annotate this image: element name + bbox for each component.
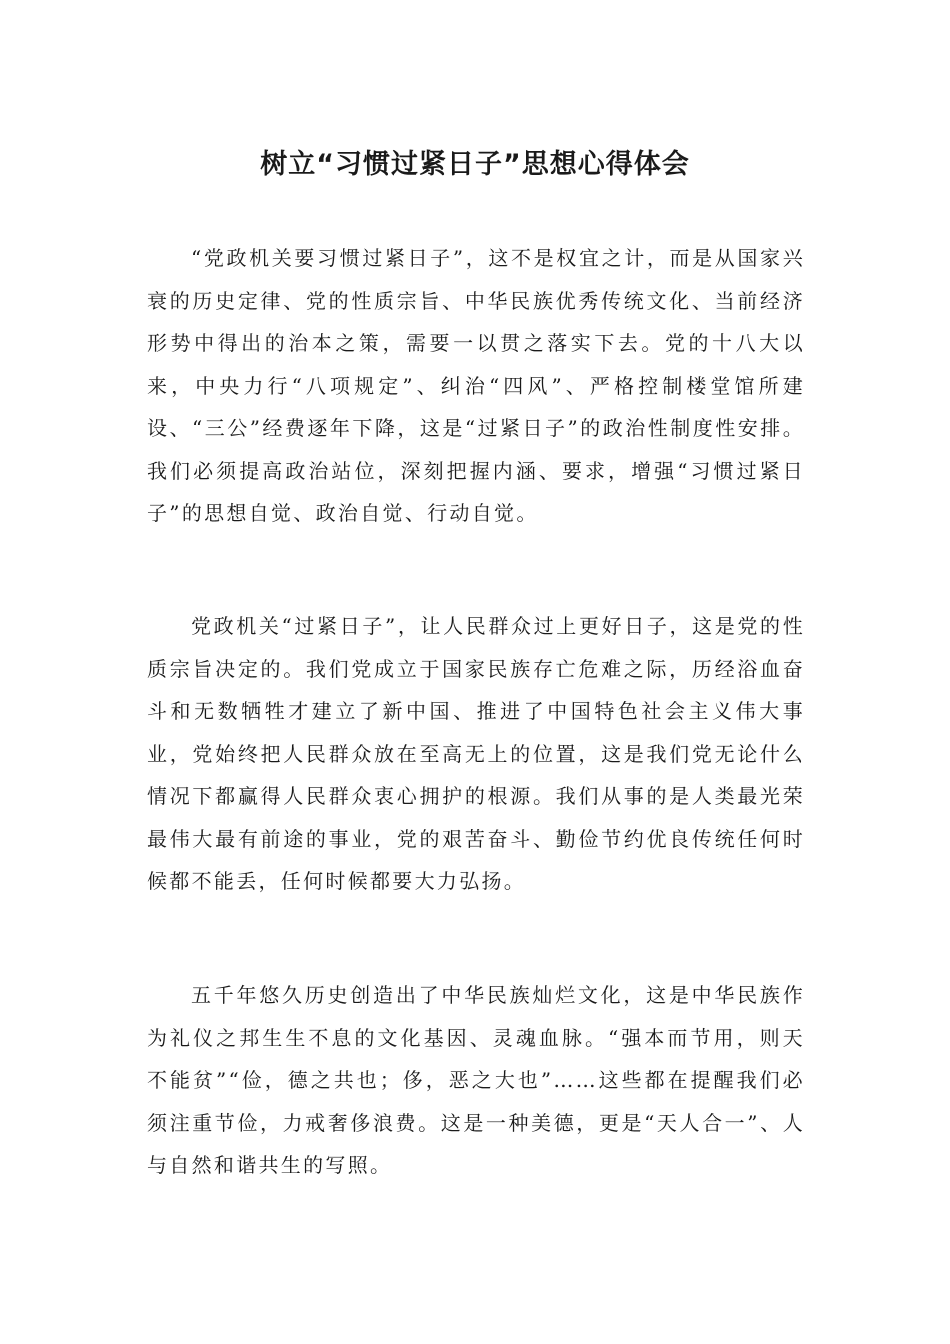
document-title: 树立“习惯过紧日子”思想心得体会 [260, 149, 690, 180]
paragraph-2: 党政机关“过紧日子”，让人民群众过上更好日子，这是党的性质宗旨决定的。我们党成立于国家民族存亡危难之际，历经浴血奋斗和无数牺牲才建立了新中国、推进了中国特色社会主义伟大事业，党始终把人民群众放在至高无上的位置，这是我们党无论什么情况下都赢得人民群众衷心拥护的根源。我们从事的是人类最光荣最伟大最有前途的事业，党的艰苦奋斗、勤俭节约优良传统任何时候都不能丢，任何时候都要大力弘扬。 [147, 614, 805, 893]
paragraph-1: “党政机关要习惯过紧日子”，这不是权宜之计，而是从国家兴衰的历史定律、党的性质宗旨、中华民族优秀传统文化、当前经济形势中得出的治本之策，需要一以贯之落实下去。党的十八大以来，中央力行“八项规定”、纠治“四风”、严格控制楼堂馆所建设、“三公”经费逐年下降，这是“过紧日子”的政治性制度性安排。我们必须提高政治站位，深刻把握内涵、要求，增强“习惯过紧日子”的思想自觉、政治自觉、行动自觉。 [147, 246, 805, 525]
paragraph-3: 五千年悠久历史创造出了中华民族灿烂文化，这是中华民族作为礼仪之邦生生不息的文化基因、灵魂血脉。“强本而节用，则天不能贫”“俭，德之共也；侈，恶之大也”……这些都在提醒我们必须注重节俭，力戒奢侈浪费。这是一种美德，更是“天人合一”、人与自然和谐共生的写照。 [147, 983, 805, 1177]
